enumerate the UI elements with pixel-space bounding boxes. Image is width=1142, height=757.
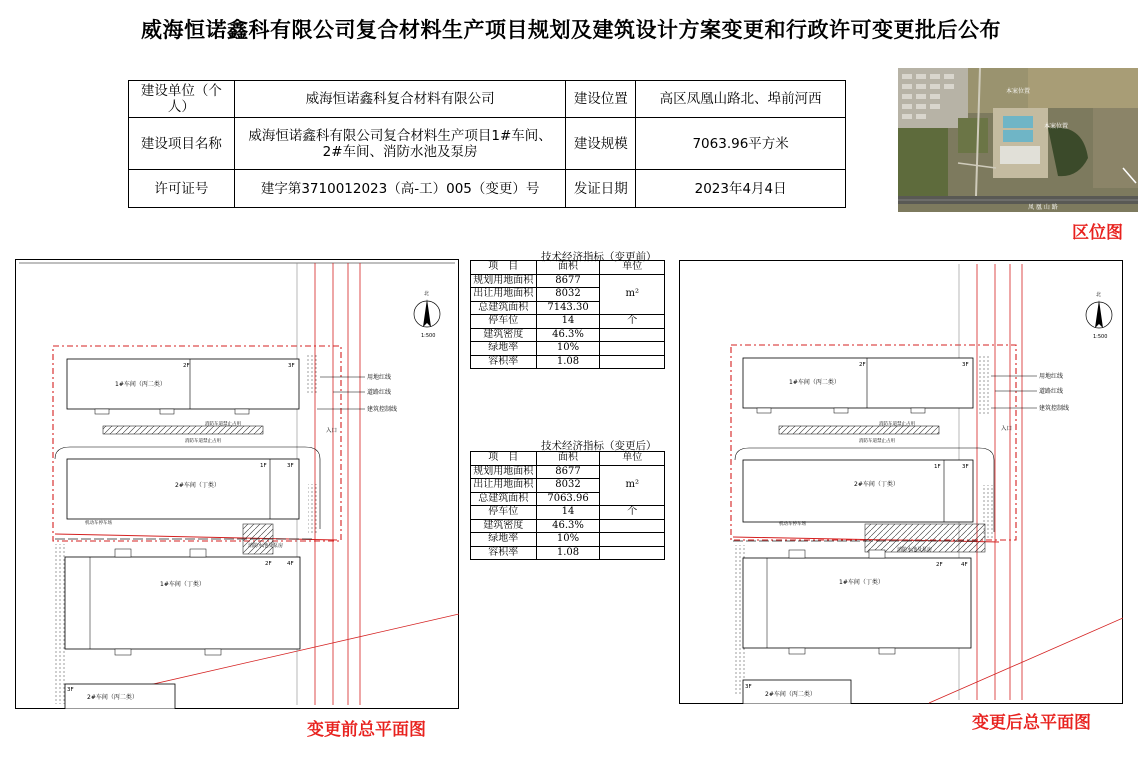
tech-before-caption: 技术经济指标（变更前） — [541, 251, 657, 263]
north-label: 北 — [424, 291, 430, 297]
line-label-2: 道路红线 — [367, 389, 392, 396]
tech-item: 出让用地面积 — [471, 288, 537, 302]
building-1-label: 1#车间（丙二类） — [789, 379, 840, 386]
tech-item: 规划用地面积 — [471, 274, 537, 288]
floor-3f-b4: 3F — [67, 687, 74, 693]
tech-header-cell: 单位 — [600, 261, 665, 275]
tech-header-cell: 面积 — [536, 452, 600, 466]
tech-value: 1.08 — [536, 546, 600, 560]
tech-after-table — [470, 451, 665, 560]
tech-item: 总建筑面积 — [471, 492, 537, 506]
tech-before-table — [470, 260, 665, 369]
tech-unit — [600, 328, 665, 342]
permit-info-table — [128, 80, 846, 208]
tech-item: 规划用地面积 — [471, 465, 537, 479]
tech-value: 8032 — [536, 288, 600, 302]
tech-value: 7063.96 — [536, 492, 600, 506]
date-value: 2023年4月4日 — [636, 170, 846, 208]
tech-value: 46.3% — [536, 328, 600, 342]
tech-item: 绿地率 — [471, 533, 537, 547]
floor-2f-b3: 2F — [936, 562, 943, 568]
floor-2f-b3: 2F — [265, 561, 272, 567]
tech-item: 容积率 — [471, 355, 537, 369]
permit-label: 许可证号 — [129, 170, 235, 208]
tech-row — [471, 533, 665, 547]
building-3-label: 1#车间（丁类） — [839, 579, 884, 586]
tech-value: 8032 — [536, 479, 600, 493]
page-title: 威海恒诺鑫科有限公司复合材料生产项目规划及建筑设计方案变更和行政许可变更批后公布 — [141, 18, 1001, 42]
plan-after — [679, 260, 1123, 704]
floor-4f-b3: 4F — [961, 562, 968, 568]
tech-unit — [600, 355, 665, 369]
tech-unit — [600, 519, 665, 533]
tech-after-caption: 技术经济指标（变更后） — [541, 440, 657, 452]
tech-header-cell: 单位 — [600, 452, 665, 466]
project-value: 威海恒诺鑫科有限公司复合材料生产项目1#车间、2#车间、消防水池及泵房 — [234, 118, 566, 170]
floor-4f-b3: 4F — [287, 561, 294, 567]
tech-value: 8677 — [536, 274, 600, 288]
tech-header-cell: 项 目 — [471, 452, 537, 466]
tech-item: 绿地率 — [471, 342, 537, 356]
building-3-label: 1#车间（丁类） — [160, 581, 205, 588]
tech-item: 建筑密度 — [471, 328, 537, 342]
date-label: 发证日期 — [566, 170, 636, 208]
unit-value: 威海恒诺鑫科复合材料有限公司 — [234, 81, 566, 118]
tech-item: 停车位 — [471, 506, 537, 520]
tech-row — [471, 342, 665, 356]
tech-row — [471, 519, 665, 533]
line-label-3: 建筑控制线 — [367, 406, 398, 413]
building-1-label: 1#车间（丙二类） — [115, 381, 166, 388]
line-label-1: 用地红线 — [367, 374, 392, 381]
tech-value: 10% — [536, 342, 600, 356]
tech-header-row — [471, 261, 665, 275]
floor-1f: 1F — [260, 463, 267, 469]
unit-label: 建设单位（个人） — [129, 81, 235, 118]
floor-3f: 3F — [288, 363, 295, 369]
fire-lane-2: 消防车道禁止占用 — [859, 439, 895, 444]
floor-3f-b2: 3F — [287, 463, 294, 469]
north-label: 北 — [1096, 292, 1102, 298]
tech-row — [471, 546, 665, 560]
tech-item: 出让用地面积 — [471, 479, 537, 493]
tech-value: 46.3% — [536, 519, 600, 533]
tech-row — [471, 465, 665, 479]
permit-value: 建字第3710012023（高-工）005（变更）号 — [234, 170, 566, 208]
entrance-label: 入口 — [1001, 426, 1013, 432]
location-map-caption: 区位图 — [1072, 223, 1123, 243]
tech-unit — [600, 546, 665, 560]
line-label-2: 道路红线 — [1039, 388, 1064, 395]
tech-row — [471, 355, 665, 369]
scale-label: 1:500 — [1093, 334, 1108, 340]
floor-1f: 1F — [934, 464, 941, 470]
tech-value: 10% — [536, 533, 600, 547]
building-4-label: 2#车间（丙二类） — [765, 691, 816, 698]
tech-area-unit: m² — [600, 274, 665, 315]
floor-3f: 3F — [962, 362, 969, 368]
tech-row — [471, 328, 665, 342]
tech-unit: 个 — [600, 315, 665, 329]
fire-lane-1: 消防车道禁止占用 — [205, 422, 241, 427]
tech-row — [471, 274, 665, 288]
fire-pool-label: 消防水池及泵房 — [897, 547, 933, 553]
tech-value: 1.08 — [536, 355, 600, 369]
tech-header-cell: 面积 — [536, 261, 600, 275]
plan-before-caption: 变更前总平面图 — [307, 720, 426, 740]
tech-item: 建筑密度 — [471, 519, 537, 533]
entrance-label: 入口 — [326, 428, 338, 434]
line-label-3: 建筑控制线 — [1039, 405, 1070, 412]
tech-unit — [600, 342, 665, 356]
tech-area-unit: m² — [600, 465, 665, 506]
tech-unit — [600, 533, 665, 547]
building-4-label: 2#车间（丙二类） — [87, 694, 138, 701]
tech-value: 7143.30 — [536, 301, 600, 315]
scale-value: 7063.96平方米 — [636, 118, 846, 170]
tech-header-row — [471, 452, 665, 466]
building-2-label: 2#车间（丁类） — [175, 482, 220, 489]
project-label: 建设项目名称 — [129, 118, 235, 170]
scale-label: 建设规模 — [566, 118, 636, 170]
tech-item: 容积率 — [471, 546, 537, 560]
tech-value: 14 — [536, 315, 600, 329]
building-2-label: 2#车间（丁类） — [854, 481, 899, 488]
map-label-2: 本案位置 — [1044, 123, 1069, 130]
floor-2f: 2F — [183, 363, 190, 369]
plan-before — [15, 259, 459, 709]
fire-lane-1: 消防车道禁止占用 — [879, 422, 915, 427]
floor-2f: 2F — [859, 362, 866, 368]
floor-3f-b2: 3F — [962, 464, 969, 470]
scale-label: 1:500 — [421, 333, 436, 339]
tech-item: 总建筑面积 — [471, 301, 537, 315]
location-label: 建设位置 — [566, 81, 636, 118]
tech-item: 停车位 — [471, 315, 537, 329]
line-label-1: 用地红线 — [1039, 373, 1064, 380]
location-value: 高区凤凰山路北、埠前河西 — [636, 81, 846, 118]
tech-row — [471, 315, 665, 329]
tech-row — [471, 506, 665, 520]
fire-lane-2: 消防车道禁止占用 — [185, 439, 221, 444]
tech-value: 14 — [536, 506, 600, 520]
map-road-label: 凤 凰 山 路 — [1028, 204, 1058, 211]
fire-pool-label: 消防水池及泵房 — [248, 543, 284, 549]
parking-label: 机动车停车场 — [779, 522, 806, 527]
plan-after-caption: 变更后总平面图 — [972, 713, 1091, 733]
parking-label: 机动车停车场 — [85, 521, 112, 526]
location-aerial-map — [898, 68, 1138, 212]
tech-unit: 个 — [600, 506, 665, 520]
map-label-1: 本案位置 — [1006, 88, 1031, 95]
tech-value: 8677 — [536, 465, 600, 479]
tech-header-cell: 项 目 — [471, 261, 537, 275]
floor-3f-b4: 3F — [745, 684, 752, 690]
